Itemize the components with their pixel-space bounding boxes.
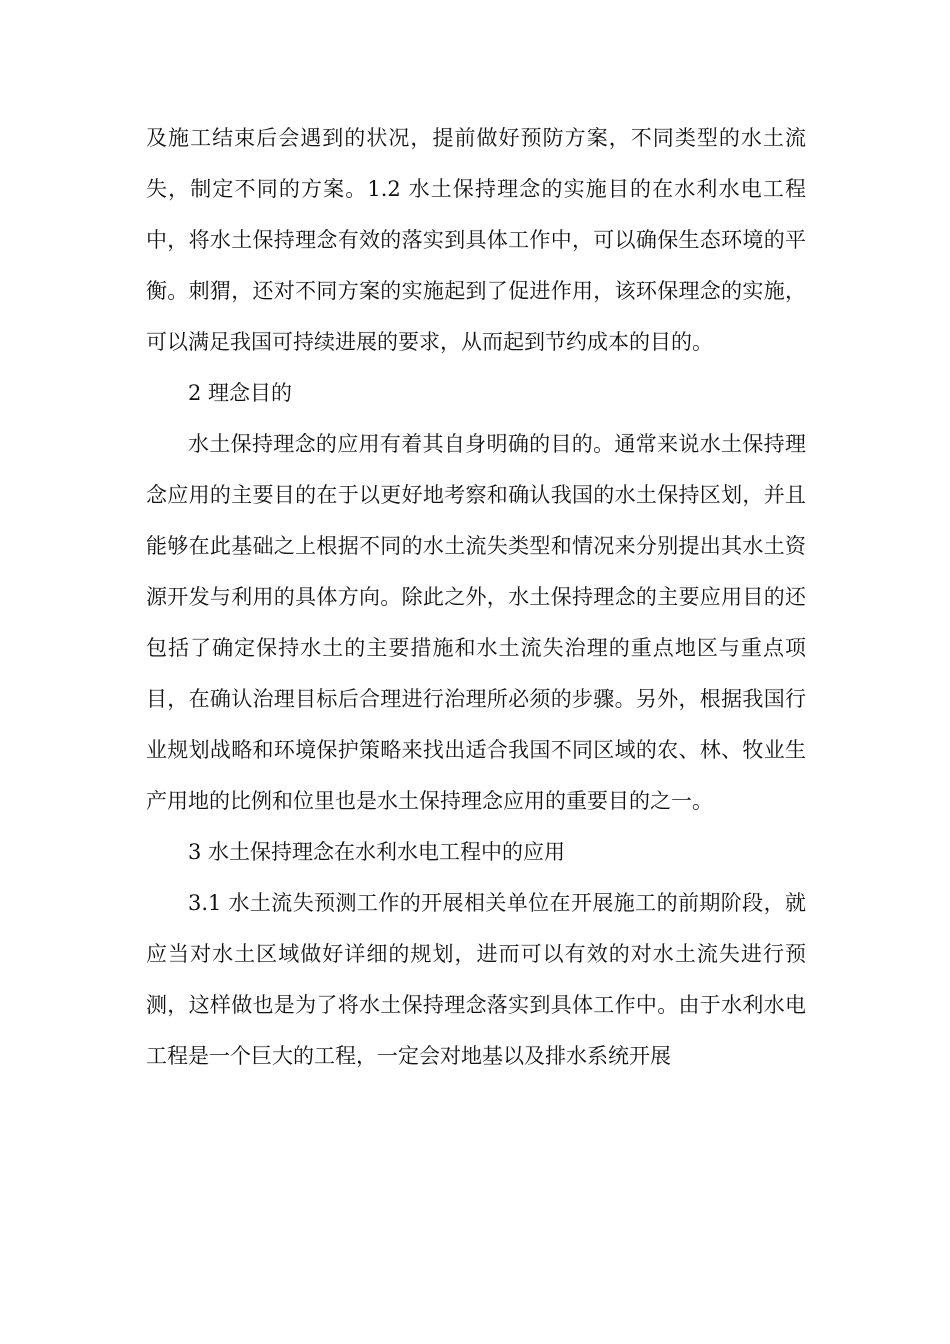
section-heading-3: 3 水土保持理念在水利水电工程中的应用 xyxy=(188,840,566,864)
section-heading-2: 2 理念目的 xyxy=(188,381,293,405)
paragraph-prediction: 3.1 水土流失预测工作的开展相关单位在开展施工的前期阶段，就应当对水土区域做好详细的规划，进而可以有效的对水土流失进行预测，这样做也是为了将水土保持理念落实到具体工作中。由于水利水电工程是一个巨大的工程，一定会对地基以及排水系统开展 xyxy=(146,891,806,1068)
document-body xyxy=(146,113,806,1082)
paragraph-continuation: 及施工结束后会遇到的状况，提前做好预防方案，不同类型的水土流失，制定不同的方案。1.2 水土保持理念的实施目的在水利水电工程中，将水土保持理念有效的落实到具体工作中，可以确保生态环境的平衡。刺猬，还对不同方案的实施起到了促进作用，该环保理念的实施，可以满足我国可持续进展的要求，从而起到节约成本的目的。 xyxy=(146,126,806,354)
paragraph-purpose: 水土保持理念的应用有着其自身明确的目的。通常来说水土保持理念应用的主要目的在于以更好地考察和确认我国的水土保持区划，并且能够在此基础之上根据不同的水土流失类型和情况来分别提出其水土资源开发与利用的具体方向。除此之外，水土保持理念的主要应用目的还包括了确定保持水土的主要措施和水土流失治理的重点地区与重点项目，在确认治理目标后合理进行治理所必须的步骤。另外，根据我国行业规划战略和环境保护策略来找出适合我国不同区域的农、林、牧业生产用地的比例和位里也是水土保持理念应用的重要目的之一。 xyxy=(146,432,806,813)
